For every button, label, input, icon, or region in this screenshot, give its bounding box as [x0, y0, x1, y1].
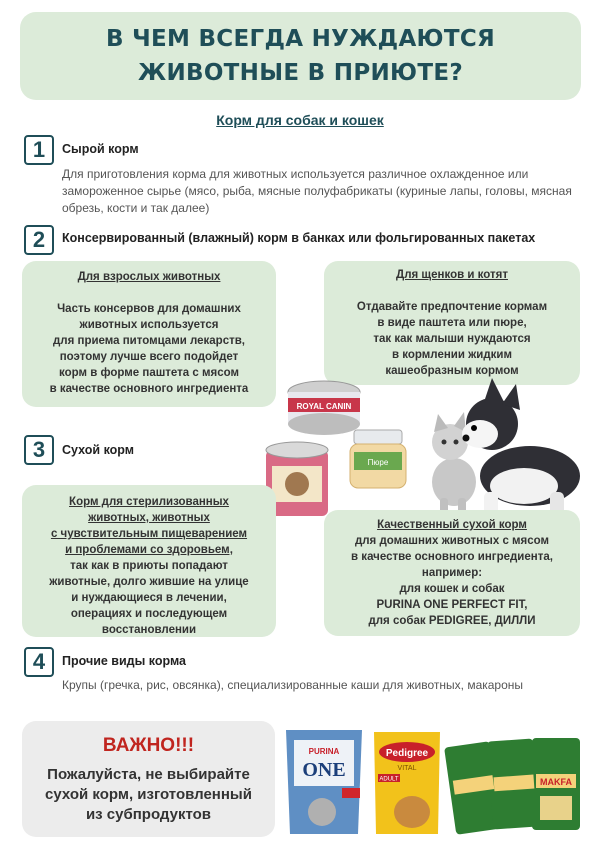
royal-canin-can-image — [288, 381, 360, 435]
makfa-pasta-packs-image — [444, 738, 580, 835]
bubble-adult-line: животных используется — [79, 319, 219, 331]
section-text-other: Крупы (гречка, рис, овсянка), специализированные каши для животных, макароны — [62, 678, 524, 692]
bubble-sterilized-animals — [22, 485, 276, 637]
bubble-sterilized-title-line: и проблемами со здоровьем, — [65, 544, 233, 556]
bubble-puppies-kittens — [324, 261, 580, 385]
purina-one-bag-image — [286, 730, 362, 834]
bubble-quality-line: для кошек и собак — [399, 583, 505, 595]
bubble-puppies-line: в кормлении жидким — [392, 349, 512, 361]
bubble-adult-animals — [22, 261, 276, 407]
bubble-puppies-line: в виде паштета или пюре, — [377, 317, 527, 329]
section-number-2: 2 — [24, 225, 54, 255]
bubble-quality-line: например: — [421, 567, 483, 579]
bubble-quality-title: Качественный сухой корм — [377, 519, 527, 531]
bubble-puppies-line: Отдавайте предпочтение кормам — [356, 301, 548, 313]
header-banner — [20, 12, 581, 100]
pets-and-food-illustration — [262, 372, 592, 522]
jar-label: Пюре — [367, 458, 389, 467]
bubble-quality-line: для домашних животных с мясом — [354, 535, 550, 547]
warning-line: сухой корм, изготовленный — [45, 786, 252, 803]
bag1-label: ONE — [302, 759, 346, 781]
baby-food-jar-image — [350, 430, 406, 488]
bubble-sterilized-line: так как в приюты попадают — [70, 560, 228, 572]
bubble-adult-line: корм в форме паштета с мясом — [59, 367, 239, 379]
bubble-adult-title: Для взрослых животных — [77, 271, 221, 283]
bag1-brand: PURINA — [308, 747, 340, 756]
warning-line: Пожалуйста, не выбирайте — [47, 766, 250, 783]
section-number-1: 1 — [24, 135, 54, 165]
bubble-adult-line: Часть консервов для домашних — [57, 303, 241, 315]
bubble-adult-line: в качестве основного ингредиента — [49, 383, 249, 395]
section-text-raw: Для приготовления корма для животных используется различное охлажденное или замороженное сырье (мясо, рыба, мясные полуфабрикаты (куриные лапы, головы, мясная обрезь, кости и так далее) — [62, 167, 572, 215]
bubble-quality-line: PURINA ONE PERFECT FIT, — [376, 599, 528, 611]
page-title-line1: В ЧЕМ ВСЕГДА НУЖДАЮТСЯ — [105, 26, 496, 52]
bubble-adult-line: для приема питомцами лекарств, — [52, 335, 245, 347]
dry-food-packages-illustration — [282, 726, 588, 838]
bag2-sub: VITAL — [397, 765, 417, 772]
bubble-sterilized-line: операциях и последующем — [70, 608, 228, 620]
bubble-sterilized-line: и нуждающиеся в лечении, — [71, 592, 227, 604]
bubble-puppies-line: так как малыши нуждаются — [373, 333, 531, 345]
bubble-sterilized-title-line: животных, животных — [88, 512, 210, 524]
section-title-raw: Сырой корм — [62, 142, 139, 156]
section-title-dry: Сухой корм — [62, 443, 135, 457]
section-number-3: 3 — [24, 435, 54, 465]
bag2-label: Pedigree — [385, 748, 429, 759]
warning-text — [22, 765, 275, 825]
bubble-sterilized-title-line: с чувствительным пищеварением — [50, 528, 248, 540]
section-number-4: 4 — [24, 647, 54, 677]
bubble-puppies-line: кашеобразным кормом — [385, 365, 519, 377]
husky-puppy-image — [462, 378, 580, 516]
page-subtitle: Корм для собак и кошек — [216, 112, 384, 128]
bubble-adult-line: поэтому лучше всего подойдет — [59, 351, 239, 363]
bubble-quality-line: в качестве основного ингредиента, — [351, 551, 553, 563]
bubble-sterilized-line: животные, долго жившие на улице — [49, 576, 249, 588]
bubble-quality-line: для собак PEDIGREE, ДИЛЛИ — [368, 615, 536, 627]
section-title-other: Прочие виды корма — [62, 654, 186, 668]
bag2-tag: ADULT — [379, 776, 399, 783]
warning-box — [22, 721, 275, 837]
can1-label: ROYAL CANIN — [296, 402, 352, 411]
pedigree-bag-image — [374, 732, 440, 834]
warning-title: ВАЖНО!!! — [102, 735, 195, 756]
warning-line: из субпродуктов — [85, 806, 212, 823]
bubble-sterilized-title-line: Корм для стерилизованных — [69, 496, 229, 508]
section-title-canned: Консервированный (влажный) корм в банках или фольгированных пакетах — [62, 231, 536, 245]
pasta-label: MAKFA — [540, 777, 572, 787]
bubble-sterilized-line: восстановлении — [101, 624, 197, 636]
page-title-line2: ЖИВОТНЫЕ В ПРИЮТЕ? — [137, 60, 463, 86]
bubble-puppies-title: Для щенков и котят — [396, 269, 508, 281]
bubble-quality-dry-food — [324, 510, 580, 636]
